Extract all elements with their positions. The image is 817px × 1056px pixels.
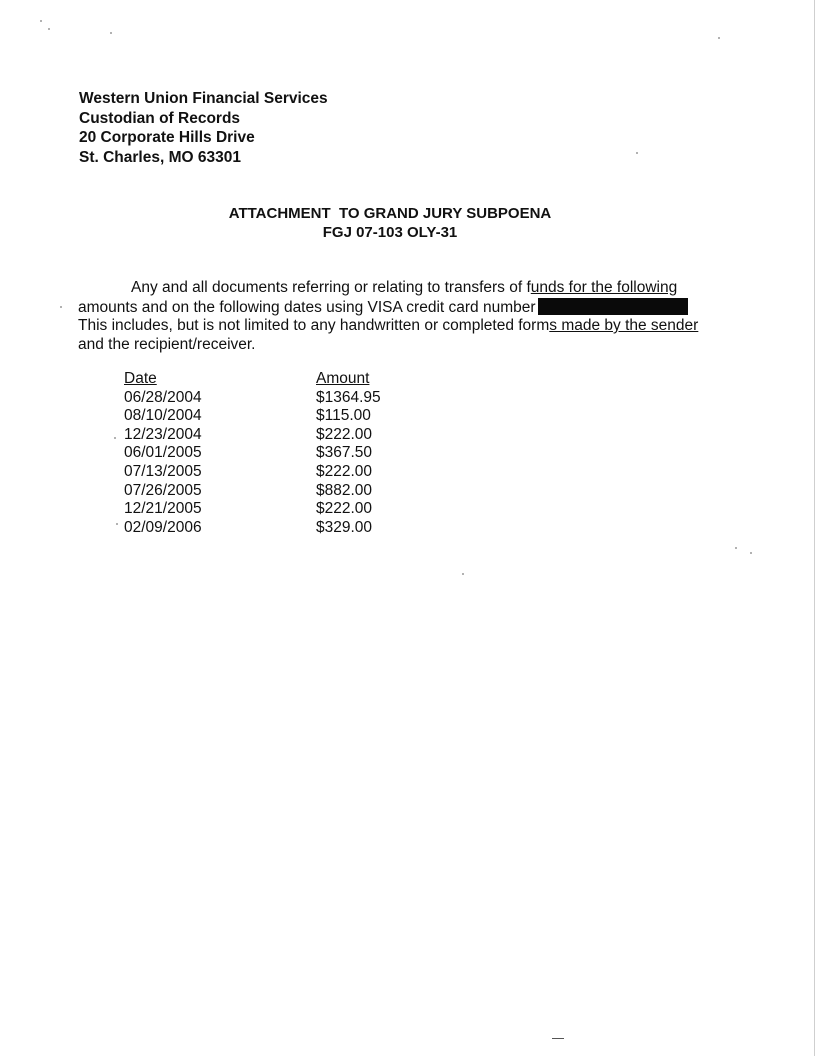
amount-cell: $115.00 [316,407,371,425]
scan-speck [462,573,464,575]
date-header: Date [124,370,157,387]
address-line-1: Western Union Financial Services [79,90,328,107]
date-cell: 07/13/2005 [124,462,202,480]
address-line-4: St. Charles, MO 63301 [79,148,241,166]
scan-speck [735,547,737,549]
heading-title: ATTACHMENT TO GRAND JURY SUBPOENA [228,205,552,222]
scan-speck [114,437,116,439]
scan-speck [40,20,42,22]
paragraph-line-4: and the recipient/receiver. [78,335,256,353]
paragraph-line-1-underlined: unds for the following [530,279,678,296]
paragraph-line-1 [78,279,718,298]
paragraph-line-2-text: amounts and on the following dates using VISA credit card number [78,298,536,316]
date-cell: 08/10/2004 [124,407,202,425]
scan-speck [60,306,62,308]
date-cell: 12/23/2004 [124,425,202,443]
document-heading [0,204,780,242]
amount-cell: $222.00 [316,425,373,443]
page-edge [814,0,815,1056]
amount-cell: $222.00 [316,500,373,518]
paragraph-line-1-text: Any and all documents referring or relating to transfers of f [131,279,531,296]
address-line-3: 20 Corporate Hills Drive [79,129,255,146]
amount-cell: $329.00 [316,518,373,536]
recipient-address [79,89,328,167]
scan-speck [718,37,720,39]
paragraph-line-3 [78,317,718,336]
date-cell: 06/28/2004 [124,388,202,406]
heading-number: FGJ 07-103 OLY-31 [322,224,458,241]
paragraph-line-3-text: This includes, but is not limited to any handwritten or completed form [78,317,550,334]
date-cell: 06/01/2005 [124,444,202,462]
scan-speck [48,28,50,30]
scan-mark [552,1038,564,1039]
amount-cell: $1364.95 [316,388,381,406]
amount-cell: $367.50 [316,444,373,462]
paragraph-line-3-underlined: s made by the sender [549,317,699,334]
amount-cell: $882.00 [316,481,373,499]
scan-speck [116,523,118,525]
date-column [124,370,202,537]
redacted-card-number [538,298,688,315]
scan-speck [636,152,638,154]
amount-header: Amount [316,370,370,387]
date-cell: 07/26/2005 [124,481,202,499]
date-cell: 12/21/2005 [124,500,202,518]
amount-column [316,370,381,537]
request-paragraph [78,279,718,354]
scan-speck [110,32,112,34]
address-line-2: Custodian of Records [79,109,241,127]
scan-speck [750,552,752,554]
amount-cell: $222.00 [316,462,373,480]
paragraph-line-2 [78,298,718,318]
date-cell: 02/09/2006 [124,518,202,536]
